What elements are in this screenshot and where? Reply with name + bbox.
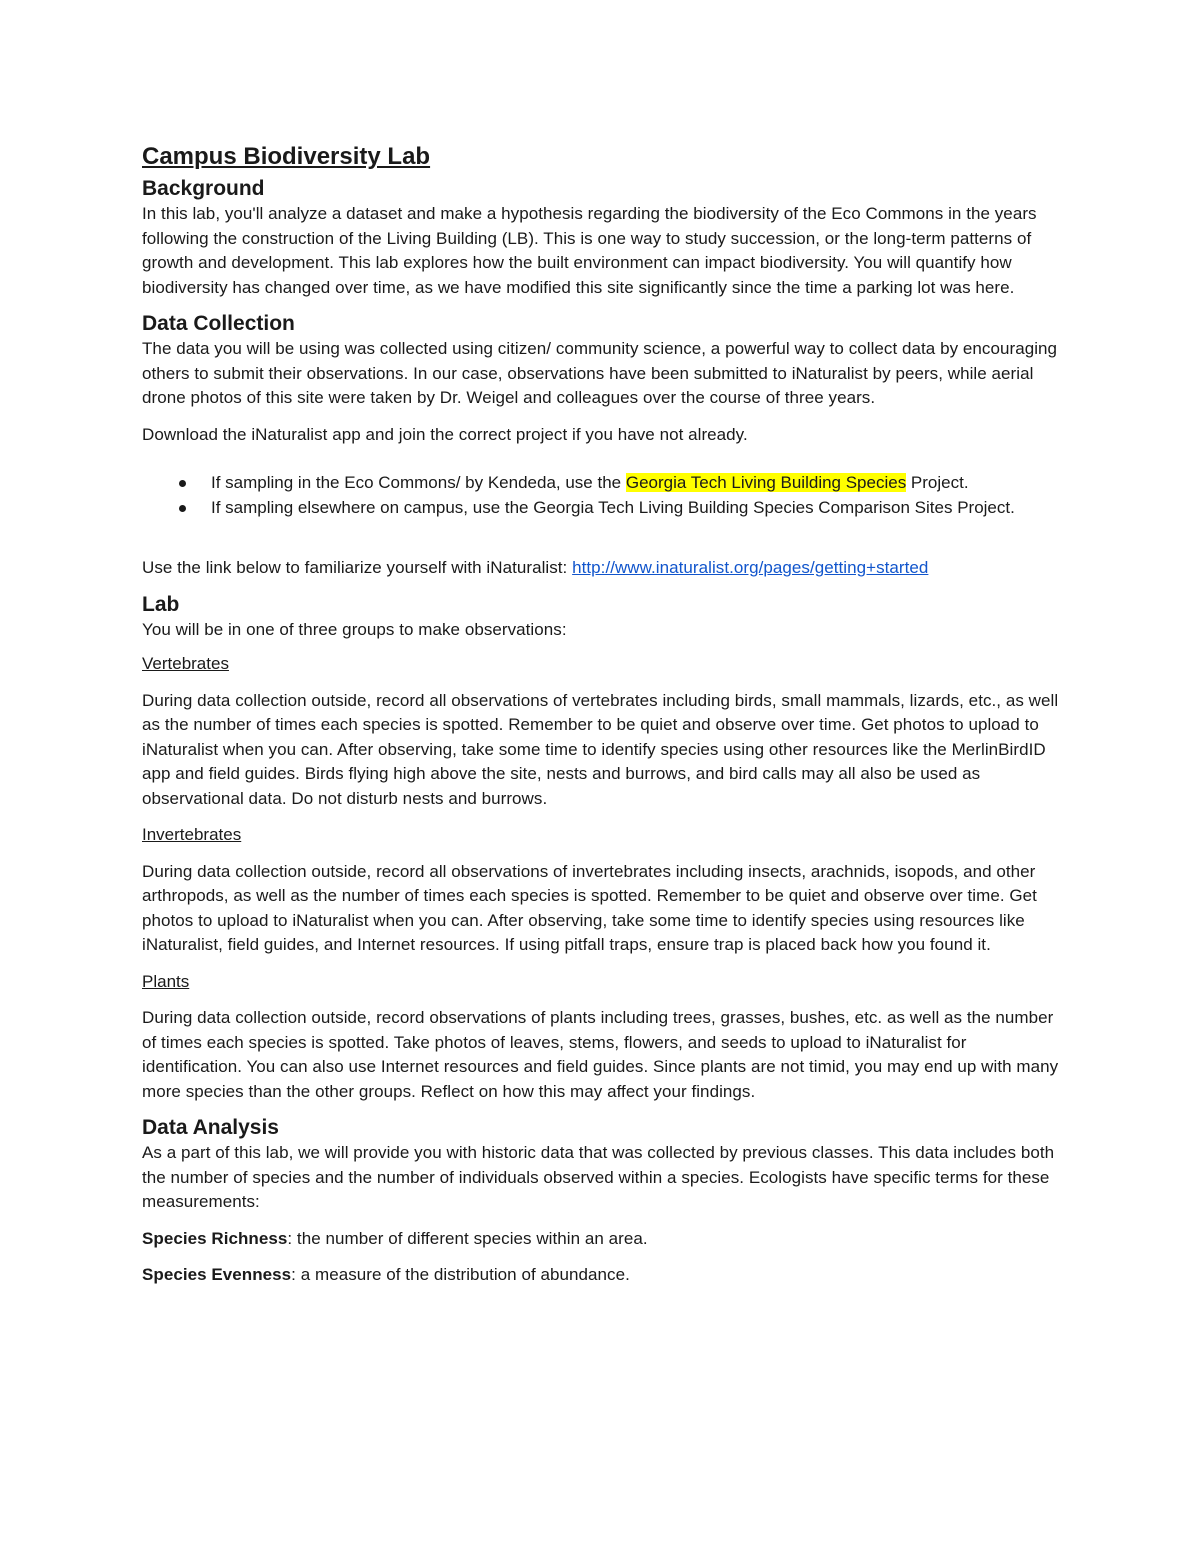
data-analysis-paragraph: As a part of this lab, we will provide you with historic data that was collected by previous classes. This data includes both the number of species and the number of individuals observed within a species. Ecologists have specific terms for these measurements: [142, 1143, 1055, 1211]
bullet-dot-icon [179, 480, 186, 487]
download-instruction: Download the iNaturalist app and join the correct project if you have not already. [142, 424, 748, 444]
group-plants-heading: Plants [142, 971, 190, 991]
highlighted-project-name: Georgia Tech Living Building Species [625, 473, 907, 492]
bullet-item-eco-commons [142, 471, 1062, 496]
link-paragraph [142, 556, 1062, 581]
term-species-richness [142, 1227, 1062, 1252]
group-plants-text: During data collection outside, record observations of plants including trees, grasses, bushes, etc. as well as the number of times each species is spotted. Take photos of leaves, stems, flowers, and seeds to upload to iNaturalist for identification. You can also use Internet resources and field guides. Since plants are not timid, you may end up with many more species than the other groups. Reflect on how this may affect your findings. [142, 1008, 1059, 1101]
term-species-evenness [142, 1263, 1062, 1288]
group-vertebrates-heading: Vertebrates [142, 654, 229, 673]
data-collection-paragraph: The data you will be using was collected using citizen/ community science, a powerful way to collect data by encouraging others to submit their observations. In our case, observations have been submitted to iNaturalist by peers, while aerial drone photos of this site were taken by Dr. Weigel and colleagues over the course of three years. [142, 339, 1058, 407]
bullet-text: If sampling elsewhere on campus, use the Georgia Tech Living Building Species Comparison Sites Project. [211, 497, 1015, 517]
lab-intro: You will be in one of three groups to make observations: [142, 619, 567, 639]
bullet-text-after: Project. [906, 473, 969, 492]
inaturalist-getting-started-link[interactable]: http://www.inaturalist.org/pages/getting+started [572, 558, 929, 577]
bullet-text-before: If sampling in the Eco Commons/ by Kendeda, use the [211, 473, 626, 492]
lab-heading: Lab [142, 592, 180, 616]
term-definition: : the number of different species within an area. [287, 1228, 648, 1248]
group-invertebrates-text: During data collection outside, record all observations of invertebrates including insects, arachnids, isopods, and other arthropods, as well as the number of times each species is spotted. Remember to be quiet and observe over time. Get photos to upload to iNaturalist when you can. After observing, take some time to identify species using resources like iNaturalist, field guides, and Internet resources. If using pitfall traps, ensure trap is placed back how you found it. [142, 861, 1037, 954]
link-intro: Use the link below to familiarize yourself with iNaturalist: [142, 558, 573, 577]
term-name: Species Evenness [142, 1265, 292, 1284]
data-collection-heading: Data Collection [142, 312, 295, 335]
group-vertebrates-text: During data collection outside, record all observations of vertebrates including birds, small mammals, lizards, etc., as well as the number of times each species is spotted. Remember to be quiet and observe over time. Get photos to upload to iNaturalist when you can. After observing, take some time to identify species using other resources like the MerlinBirdID app and field guides. Birds flying high above the site, nests and burrows, and bird calls may all also be used as observational data. Do not disturb nests and burrows. [142, 690, 1059, 808]
document-body [142, 143, 1062, 1288]
background-heading: Background [142, 177, 265, 200]
document-title: Campus Biodiversity Lab [142, 143, 431, 170]
term-definition: : a measure of the distribution of abundance. [291, 1265, 630, 1284]
group-invertebrates-heading: Invertebrates [142, 825, 242, 844]
term-name: Species Richness [142, 1228, 288, 1248]
data-analysis-heading: Data Analysis [142, 1116, 279, 1139]
background-paragraph: In this lab, you'll analyze a dataset and make a hypothesis regarding the biodiversity of the Eco Commons in the years following the construction of the Living Building (LB). This is one way to study succession, or the long-term patterns of growth and development. This lab explores how the built environment can impact biodiversity. You will quantify how biodiversity has changed over time, as we have modified this site significantly since the time a parking lot was here. [142, 204, 1037, 297]
bullet-item-elsewhere [142, 496, 1062, 521]
project-bullet-list [142, 471, 1062, 520]
bullet-dot-icon [179, 505, 186, 512]
